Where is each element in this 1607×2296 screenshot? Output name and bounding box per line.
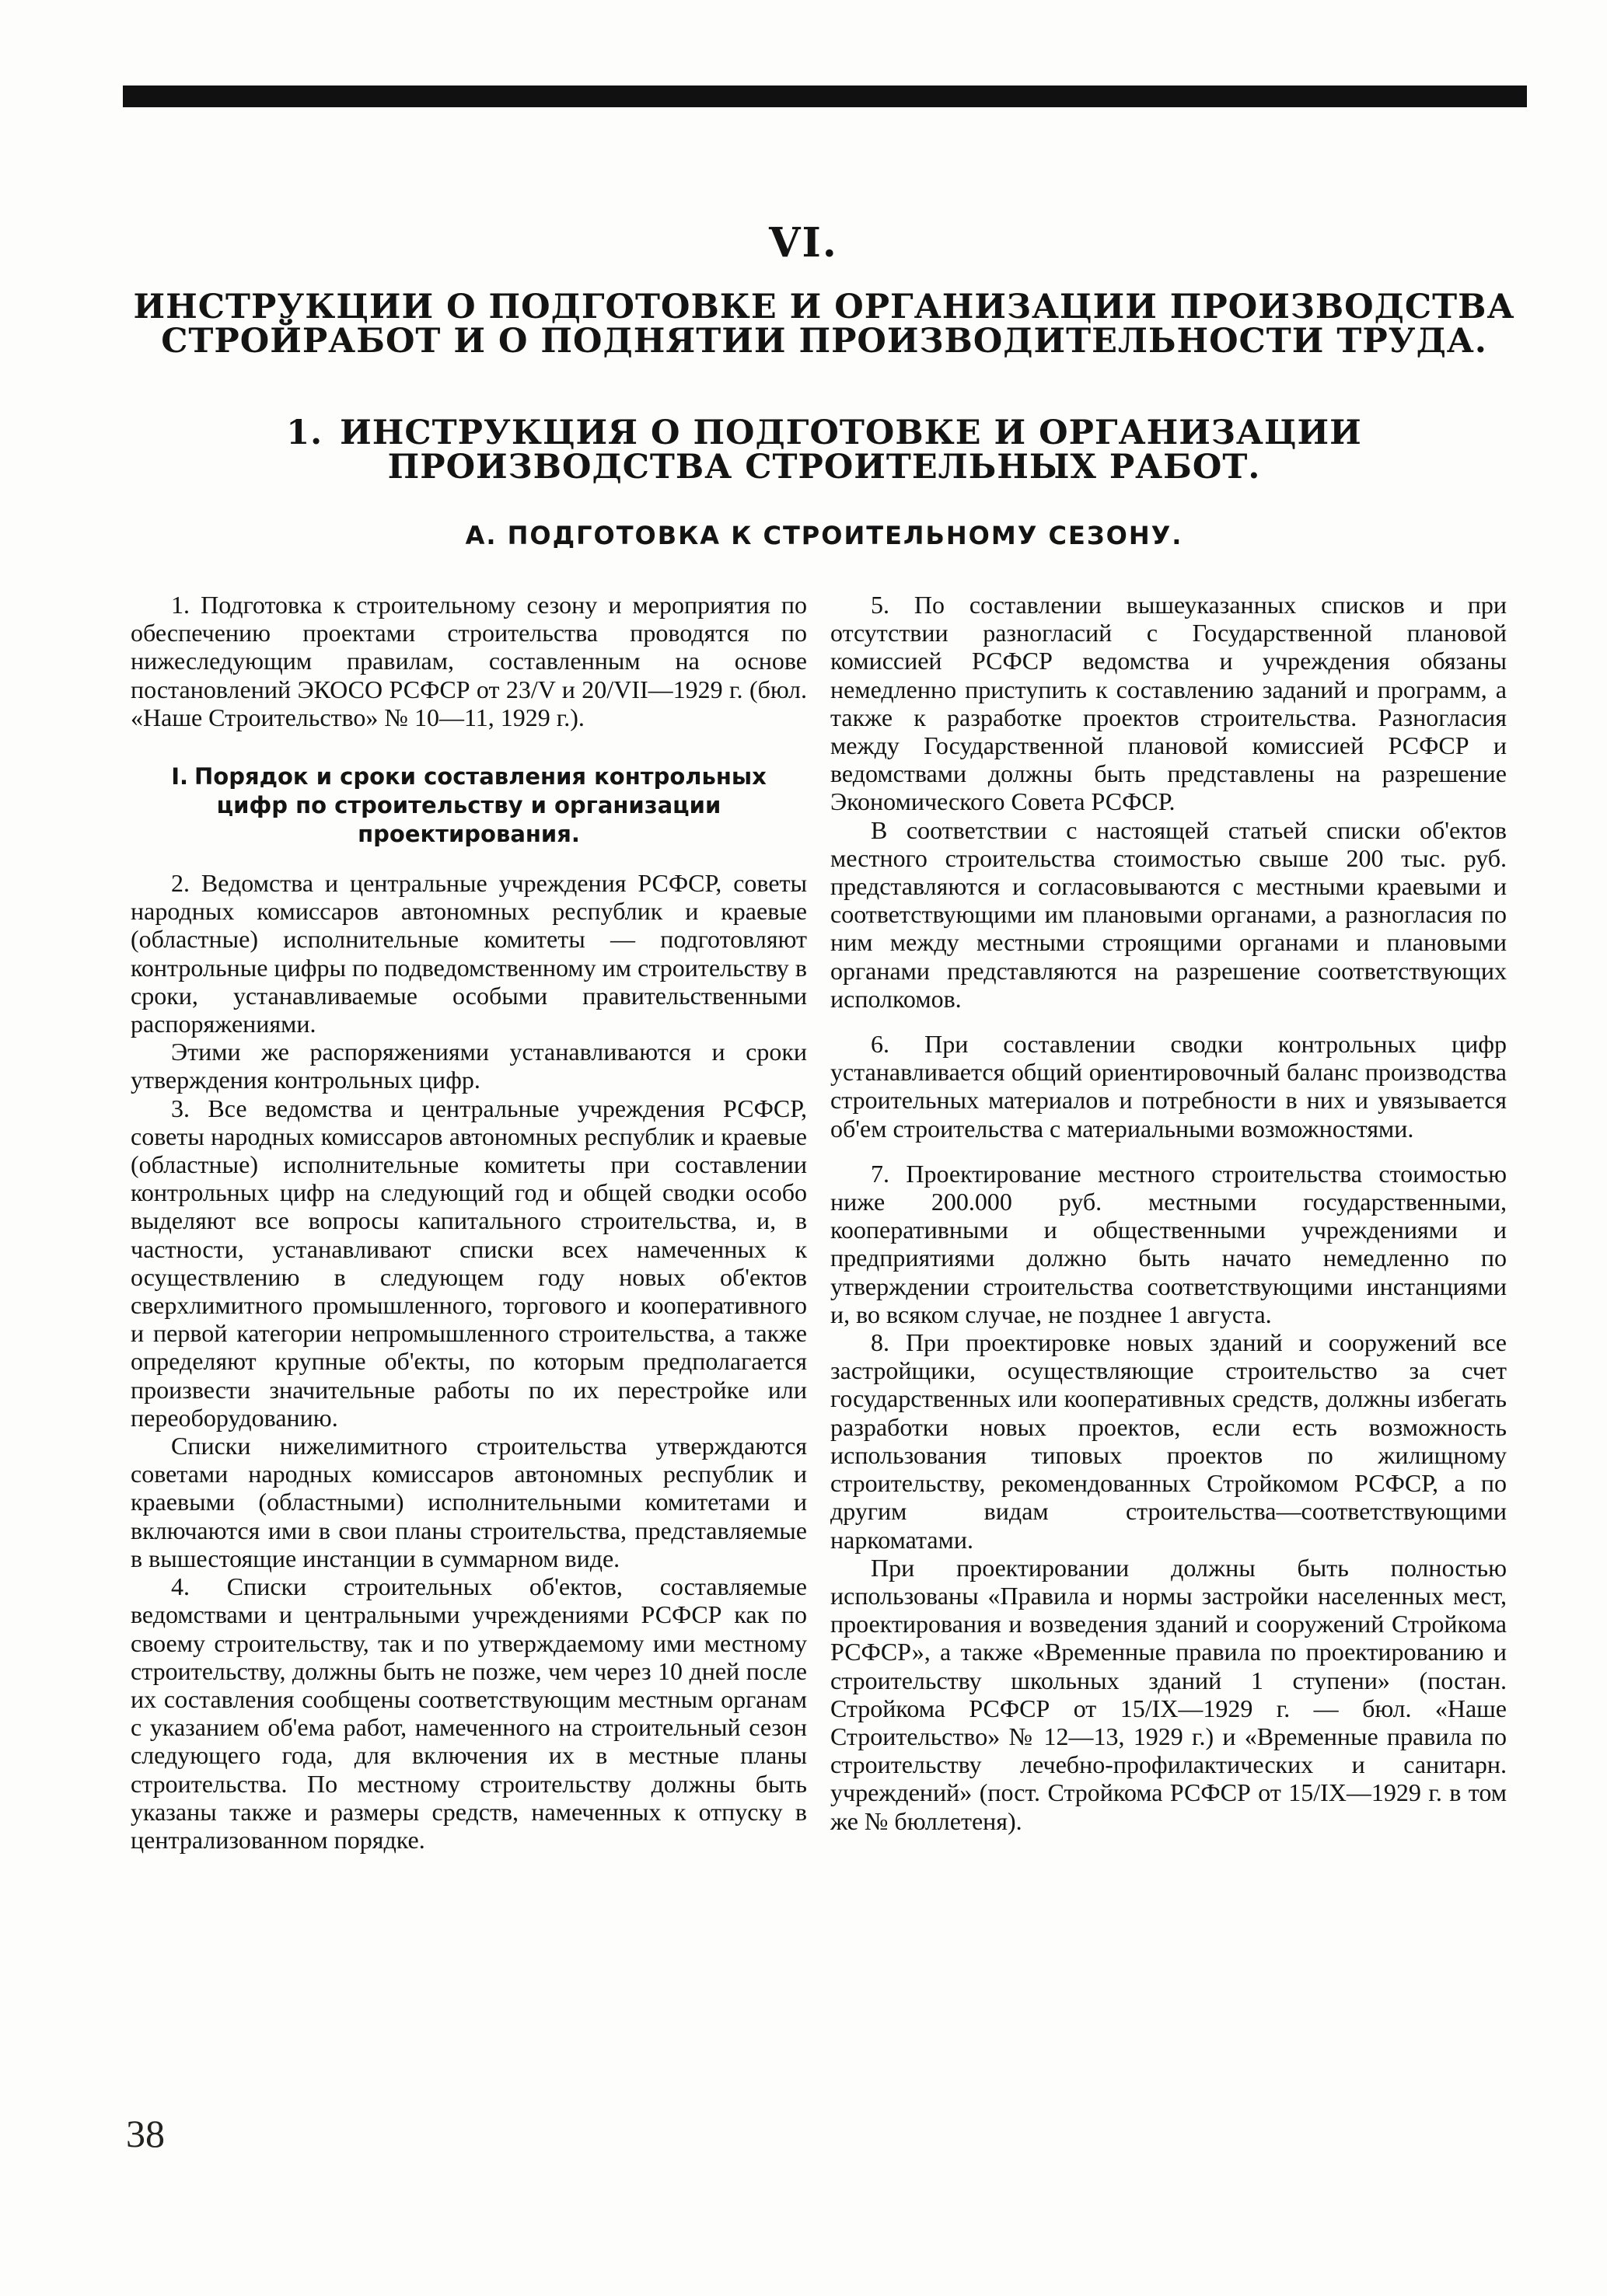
paragraph-8: 8. При проектировке новых зданий и сооружений все застройщики, осуществляющие строительство за счет государственных или кооперативных средств, должны избегать разработки новых проектов, если есть возможность использования типовых проектов по жилищному строительству, рекомендованных Стройкомом РСФСР, а по другим видам строительства—соответствующими наркоматами.: [830, 1328, 1507, 1554]
subsection-title: А. ПОДГОТОВКА К СТРОИТЕЛЬНОМУ СЕЗОНУ.: [465, 521, 1183, 550]
section-number: 1.: [286, 413, 323, 452]
chapter-number: VI.: [769, 219, 838, 267]
part-heading-number: I.: [171, 763, 189, 790]
paragraph-8-continuation: При проектировании должны быть полностью использованы «Правила и нормы застройки населенных мест, проектирования и возведения зданий и сооружений Стройкома РСФСР», а также «Временные правила по проектированию и строительству школьных зданий 1 ступени» (постан. Стройкома РСФСР от 15/IX—1929 г. — бюл. «Наше Строительство» № 12—13, 1929 г.) и «Временные правила по строительству лечебно-профилактических и санитарн. учреждений» (пост. Стройкома РСФСР от 15/IX—1929 г. в том же № бюллетеня).: [830, 1553, 1507, 1835]
section-title: [117, 413, 1532, 487]
paragraph-1: 1. Подготовка к строительному сезону и мероприятия по обеспечению проектами строительства проводятся по нижеследующим правилам, составленным на основе постановлений ЭКОСО РСФСР от 23/V и 20/VII—1929 г. (бюл. «Наше Строительство» № 10—11, 1929 г.).: [131, 591, 807, 731]
paragraph-3: 3. Все ведомства и центральные учреждения РСФСР, советы народных комиссаров автономных республик и краевые (областные) исполнительные комитеты при составлении контрольных цифр на следующий год и общей сводки особо выделяют все вопросы капитального строительства, и, в частности, устанавливают списки всех намеченных к осуществлению в следующем году новых об'ектов сверхлимитного промышленного, торгового и кооперативного и первой категории непромышленного строительства, а также определяют крупные об'екты, по которым предполагается произвести значительные работы по их перестройке или переоборудованию.: [131, 1094, 807, 1432]
paragraph-5-continuation: В соответствии с настоящей статьей списки об'ектов местного строительства стоимостью свыше 200 тыс. руб. представляются и согласовываются с местными краевыми и соответствующими им плановыми органами, а разногласия по ним между местными строящими органами и плановыми органами представляются на разрешение соответствующих исполкомов.: [830, 815, 1507, 1013]
right-column: [830, 591, 1507, 1835]
part-heading: [131, 762, 807, 849]
paragraph-5: 5. По составлении вышеуказанных списков и при отсутствии разногласий с Государственной плановой комиссией РСФСР ведомства и учреждения обязаны немедленно приступить к составлению заданий и программ, а также к разработке проектов строительства. Разногласия между Государственной плановой комиссией РСФСР и ведомствами должны быть представлены на разрешение Экономического Совета РСФСР.: [830, 591, 1507, 816]
paragraph-4: 4. Списки строительных об'ектов, составляемые ведомствами и центральными учреждениями РСФСР как по своему строительству, так и по утверждаемому ими местному строительству, должны быть не позже, чем через 10 дней после их составления сообщены соответствующим местным органам с указанием об'ема работ, намеченного на строительный сезон следующего года, для включения их в местные планы строительства. По местному строительству должны быть указаны также и размеры средств, намеченных к отпуску в централизованном порядке.: [131, 1572, 807, 1854]
section-title-text: ИНСТРУКЦИЯ О ПОДГОТОВКЕ И ОРГАНИЗАЦИИ ПРОИЗВОДСТВА СТРОИТЕЛЬНЫХ РАБОТ.: [340, 413, 1362, 487]
paragraph-6: 6. При составлении сводки контрольных цифр устанавливается общий ориентировочный баланс производства строительных материалов и потребности в них и увязывается об'ем строительства с материальными возможностями.: [830, 1030, 1507, 1143]
left-column: [131, 591, 807, 1854]
page-number: 38: [126, 2112, 165, 2155]
top-divider-rule: [123, 85, 1527, 107]
paragraph-3-continuation: Списки нижелимитного строительства утверждаются советами народных комиссаров автономных республик и краевыми (областными) исполнительными комитетами и включаются ими в свои планы строительства, представляемые в вышестоящие инстанции в суммарном виде.: [131, 1432, 807, 1572]
part-heading-text: Порядок и сроки составления контрольных цифр по строительству и организации проектирования.: [194, 763, 767, 848]
paragraph-2-continuation: Этими же распоряжениями устанавливаются и сроки утверждения контрольных цифр.: [131, 1038, 807, 1094]
paragraph-2: 2. Ведомства и центральные учреждения РСФСР, советы народных комиссаров автономных республик и краевые (областные) исполнительные комитеты — подготовляют контрольные цифры по подведомственному им строительству в сроки, устанавливаемые особыми правительственными распоряжениями.: [131, 869, 807, 1038]
paragraph-7: 7. Проектирование местного строительства стоимостью ниже 200.000 руб. местными государственными, кооперативными и общественными учреждениями и предприятиями должно быть начато немедленно по утверждении строительства соответствующими инстанциями и, во всяком случае, не позднее 1 августа.: [830, 1159, 1507, 1328]
chapter-title: ИНСТРУКЦИИ О ПОДГОТОВКЕ И ОРГАНИЗАЦИИ ПРОИЗВОДСТВА СТРОЙРАБОТ И О ПОДНЯТИИ ПРОИЗВОДИТЕЛЬНОСТИ ТРУДА.: [133, 288, 1515, 361]
